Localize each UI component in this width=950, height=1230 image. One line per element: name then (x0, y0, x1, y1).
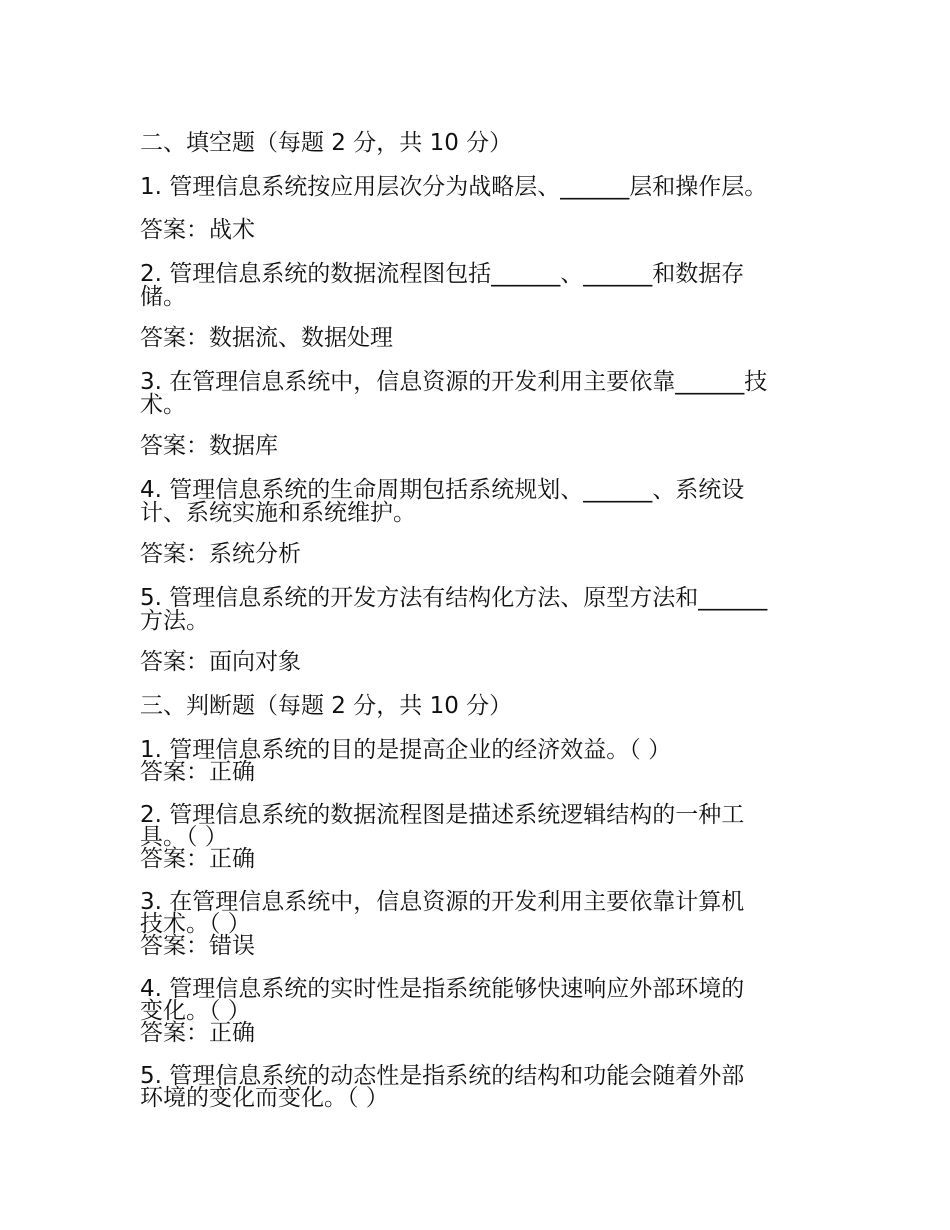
section-heading-fill-blank: 二、填空题（每题 2 分，共 10 分） (140, 130, 513, 156)
tf-q4-line1: 4. 管理信息系统的实时性是指系统能够快速响应外部环境的 (140, 976, 745, 1002)
fill-a3: 答案：数据库 (140, 433, 278, 459)
fill-q2-line1: 2. 管理信息系统的数据流程图包括______、______和数据存 (140, 261, 745, 287)
fill-a4: 答案：系统分析 (140, 541, 301, 567)
fill-q3-line1: 3. 在管理信息系统中，信息资源的开发利用主要依靠______技 (140, 369, 768, 395)
fill-q5-line2: 方法。 (140, 608, 209, 634)
tf-a1: 答案：正确 (140, 759, 255, 785)
tf-q5-line2: 环境的变化而变化。（ ） (140, 1085, 389, 1111)
fill-q5-line1: 5. 管理信息系统的开发方法有结构化方法、原型方法和______ (140, 585, 768, 611)
tf-a3: 答案：错误 (140, 933, 255, 959)
tf-a4: 答案：正确 (140, 1020, 255, 1046)
tf-q4-line2: 变化。（ ） (140, 998, 251, 1024)
tf-q5-line1: 5. 管理信息系统的动态性是指系统的结构和功能会随着外部 (140, 1063, 745, 1089)
tf-q3-line2: 技术。（ ） (140, 911, 251, 937)
tf-q2-line1: 2. 管理信息系统的数据流程图是描述系统逻辑结构的一种工 (140, 802, 745, 828)
fill-a2: 答案：数据流、数据处理 (140, 325, 393, 351)
section-heading-true-false: 三、判断题（每题 2 分，共 10 分） (140, 693, 513, 719)
tf-a2: 答案：正确 (140, 846, 255, 872)
fill-a5: 答案：面向对象 (140, 649, 301, 675)
fill-a1: 答案：战术 (140, 217, 255, 243)
fill-q3-line2: 术。 (140, 392, 186, 418)
fill-q1: 1. 管理信息系统按应用层次分为战略层、______层和操作层。 (140, 174, 768, 200)
tf-q3-line1: 3. 在管理信息系统中，信息资源的开发利用主要依靠计算机 (140, 889, 745, 915)
fill-q4-line1: 4. 管理信息系统的生命周期包括系统规划、______、系统设 (140, 477, 745, 503)
fill-q2-line2: 储。 (140, 284, 186, 310)
tf-q2-line2: 具。（ ） (140, 824, 228, 850)
fill-q4-line2: 计、系统实施和系统维护。 (140, 500, 416, 526)
tf-q1: 1. 管理信息系统的目的是提高企业的经济效益。（ ） (140, 737, 672, 763)
